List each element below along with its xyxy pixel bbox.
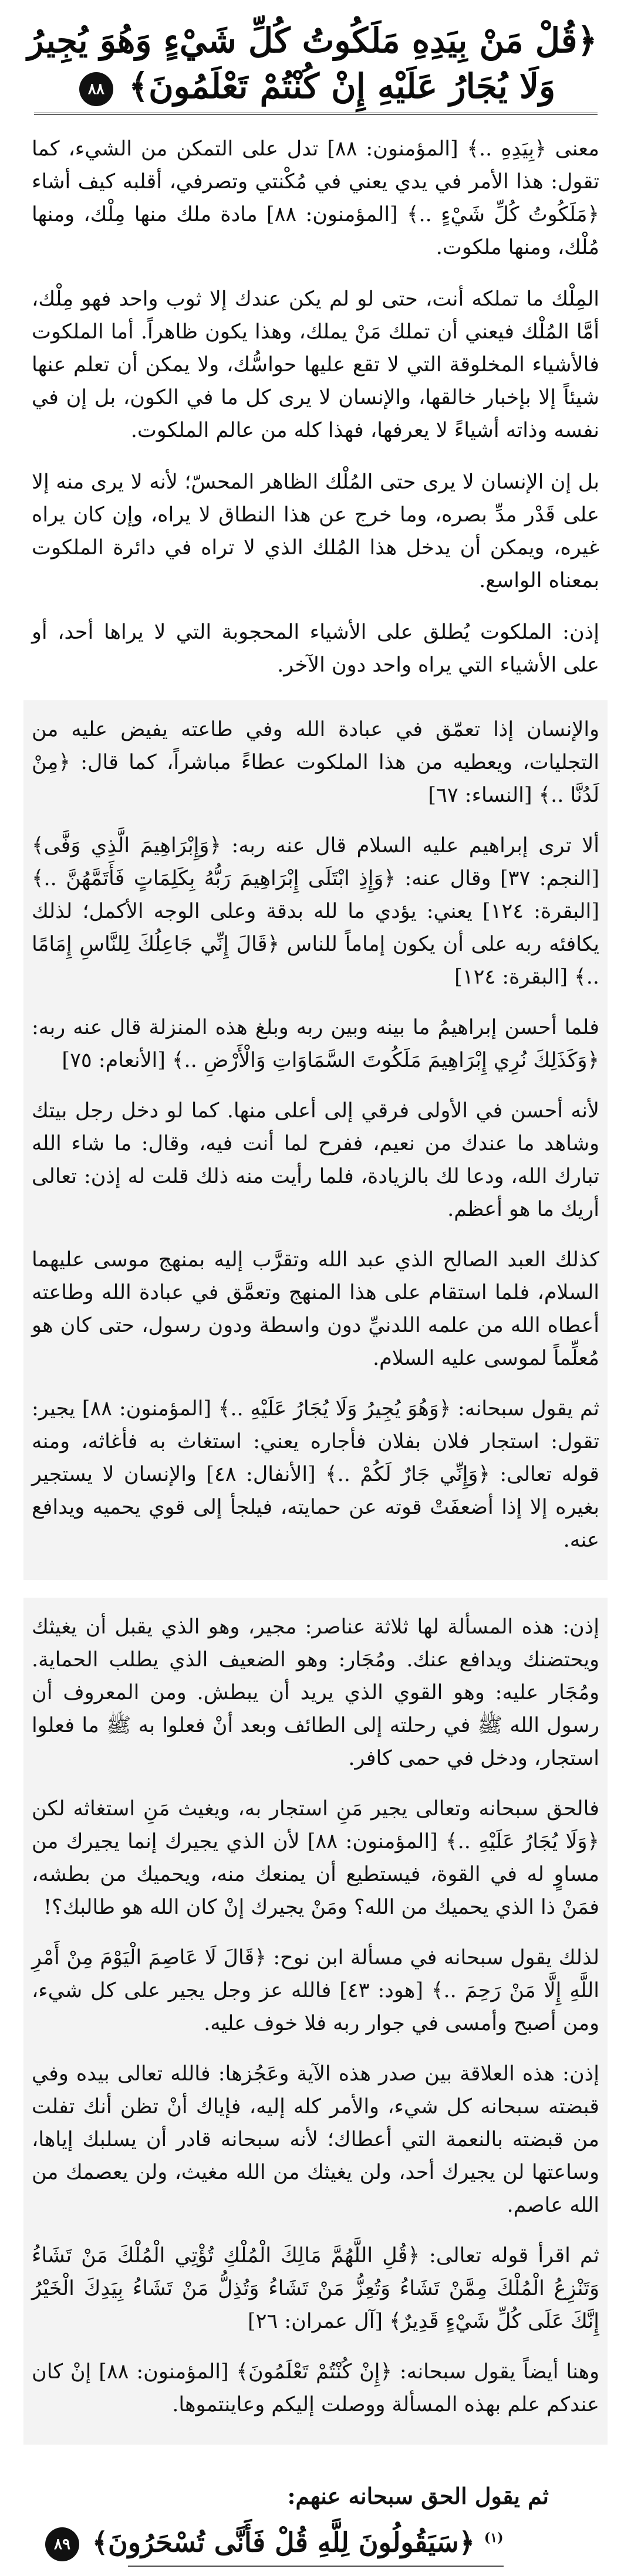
paragraph-yujir: ثم يقول سبحانه: ﴿وَهُوَ يُجِيرُ وَلَا يُجَارُ عَلَيْهِ ..﴾ [المؤمنون: ٨٨] يجير: تقول: استجار فلان بفلان فأجاره يعني: استغاث به فأغاثه، ومنه قوله تعالى: ﴿وَإِنِّي جَارٌ لَكُمْ ..﴾ [الأنفال: ٤٨] والإنسان لا يستجير بغيره إلا إذا أضعفَتْ قوته عن حمايته، فيلجأ إلى قوي يحميه ويدافع عنه. bbox=[32, 1397, 600, 1552]
paragraph-three-elements: إذن: هذه المسألة لها ثلاثة عناصر: مجير، وهو الذي يقبل أن يغيثك ويحتضنك ويدافع عنك. ومُجَار: وهو الضعيف الذي يطلب الحماية. ومُجَار عليه: وهو القوي الذي يريد أن يبطش. ومن المعروف أن رسول الله ﷺ في رحلته إلى الطائف وبعد أنْ فعلوا به ﷺ ما فعلوا استجار، ودخل في حمى كافر. bbox=[32, 1615, 599, 1770]
closing-intro: ثم يقول الحق سبحانه عنهم: bbox=[287, 2483, 549, 2509]
header-verse-banner bbox=[27, 18, 598, 115]
paragraph-relation: إذن: هذه العلاقة بين صدر هذه الآية وعَجُزها: فالله تعالى بيده وفي قبضته سبحانه كل شيء، والأمر كله إليه، فإياك أنْ تظن أنك تفلت من قبضته بالنعمة التي أعطاك؛ لأنه سبحانه قادر أن يسلبك إياها، وساعتها لن يجيرك أحد، ولن يغيثك من الله مغيث، ولن يعصمك من الله عاصم. bbox=[32, 2062, 599, 2217]
paragraph-if-you-know: وهنا أيضاً يقول سبحانه: ﴿إِنْ كُنْتُمْ تَعْلَمُونَ﴾ [المؤمنون: ٨٨] إنْ كان عندكم علم بهذه المسألة ووصلت إليكم وعاينتموها. bbox=[32, 2360, 599, 2416]
paragraph-god-protects: فالحق سبحانه وتعالى يجير مَنِ استجار به، ويغيث مَنِ استغاثه لكن ﴿وَلَا يُجَارُ عَلَيْهِ ..﴾ [المؤمنون: ٨٨] لأن الذي يجيرك إنما يجيرك من مساوٍ له في القوة، فيستطيع أن يمنعك منه، ويحميك من بطشه، فمَنْ ذا الذي يحميك من الله؟ ومَنْ يجيرك إنْ كان الله هو طالبك؟! bbox=[32, 1797, 600, 1919]
footer-verse-text: ﴿سَيَقُولُونَ لِلَّهِ قُلْ فَأَنَّى تُسْحَرُونَ﴾ bbox=[92, 2526, 475, 2558]
section-protection bbox=[23, 1598, 608, 2445]
header-verse-line-2 bbox=[34, 63, 598, 109]
paragraph-meaning: معنى ﴿بِيَدِهِ ..﴾ [المؤمنون: ٨٨] تدل على التمكن من الشيء، كما تقول: هذا الأمر في يدي يعني في مُكْنتي وتصرفي، أقلبه كيف أشاء ﴿مَلَكُوتُ كُلِّ شَيْءٍ ..﴾ [المؤمنون: ٨٨] مادة ملك منها مِلْك، ومنها مُلْك، ومنها ملكوت. bbox=[32, 137, 599, 259]
paragraph-sight: بل إن الإنسان لا يرى حتى المُلْك الظاهر المحسّ؛ لأنه لا يرى منه إلا على قَدْر مدِّ بصره، وما خرج عن هذا النطاق لا يراه، وإن كان يراه غيره، ويمكن أن يدخل هذا المُلك الذي لا تراه في دائرة الملكوت بمعناه الواسع. bbox=[32, 470, 599, 592]
paragraph-ibrahim: ألا ترى إبراهيم عليه السلام قال عنه ربه: ﴿وَإِبْرَاهِيمَ الَّذِي وَفَّى﴾ [النجم: ٣٧] وقال عنه: ﴿وَإِذِ ابْتَلَى إِبْرَاهِيمَ رَبُّهُ بِكَلِمَاتٍ فَأَتَمَّهُنَّ ..﴾ [البقرة: ١٢٤] يعني: يؤدي ما لله بدقة وعلى الوجه الأكمل؛ لذلك يكافئه ربه على أن يكون إماماً للناس ﴿قَالَ إِنِّي جَاعِلُكَ لِلنَّاسِ إِمَامًا ..﴾ [البقرة: ١٢٤] bbox=[32, 834, 599, 989]
ayah-number-mark: ٨٨ bbox=[79, 72, 113, 106]
paragraph-ibrahim-reward: فلما أحسن إبراهيمُ ما بينه وبين ربه وبلغ هذه المنزلة قال عنه ربه: ﴿وَكَذَلِكَ نُرِي إِبْرَاهِيمَ مَلَكُوتَ السَّمَاوَاتِ وَالْأَرْضِ ..﴾ [الأنعام: ٧٥] bbox=[32, 1016, 599, 1072]
paragraph-son-of-nuh: لذلك يقول سبحانه في مسألة ابن نوح: ﴿قَالَ لَا عَاصِمَ الْيَوْمَ مِنْ أَمْرِ اللَّهِ إِلَّا مَنْ رَحِمَ ..﴾ [هود: ٤٣] فالله عز وجل يجير على كل شيء، ومن أصبح وأمسى في جوار ربه فلا خوف عليه. bbox=[32, 1946, 599, 2035]
footer-ayah-number-mark: ٨٩ bbox=[45, 2527, 79, 2561]
header-verse-line-2-text: وَلَا يُجَارُ عَلَيْهِ إِنْ كُنْتُمْ تَعْلَمُونَ﴾ bbox=[129, 66, 556, 106]
paragraph-mulk: المِلْك ما تملكه أنت، حتى لو لم يكن عندك إلا ثوب واحد فهو مِلْك، أمَّا المُلْك فيعني أن تملك مَنْ يملك، وهذا يكون ظاهراً. أما الملكوت فالأشياء المخلوقة التي لا تقع عليها حواسُّك، ولا يمكن أن تعلم عنها شيئاً إلا بإخبار خالقها، والإنسان لا يرى كل ما في الكون، بل إن في نفسه وذاته أشياءً لا يعرفها، فهذا كله من عالم الملكوت. bbox=[32, 287, 600, 442]
footer-verse-banner bbox=[54, 2517, 504, 2567]
paragraph-righteous-servant: كذلك العبد الصالح الذي عبد الله وتقرَّب إليه بمنهج موسى عليهما السلام، فلما استقام على هذا المنهج وتعمَّق في عبادة الله وطاعته أعطاه الله من علمه اللدنيِّ دون واسطة ودون رسول، حتى كان هو مُعلِّماً لموسى عليه السلام. bbox=[32, 1248, 599, 1370]
paragraph-conclusion: إذن: الملكوت يُطلق على الأشياء المحجوبة التي لا يراها أحد، أو على الأشياء التي يراه واحد دون الآخر. bbox=[32, 621, 599, 677]
header-verse-line-1: ﴿قُلْ مَنْ بِيَدِهِ مَلَكُوتُ كُلِّ شَيْءٍ وَهُوَ يُجِيرُ bbox=[27, 21, 598, 60]
paragraph-example: لأنه أحسن في الأولى فرقي إلى أعلى منها. كما لو دخل رجل بيتك وشاهد ما عندك من نعيم، ففرح لما أنت فيه، وقال: ما شاء الله تبارك الله، ودعا لك بالزيادة، فلما رأيت منه ذلك قلت له إذن: تعالى أريك ما هو أعظم. bbox=[32, 1099, 599, 1221]
paragraph-al-imran: ثم اقرأ قوله تعالى: ﴿قُلِ اللَّهُمَّ مَالِكَ الْمُلْكِ تُؤْتِي الْمُلْكَ مَنْ تَشَاءُ وَتَنْزِعُ الْمُلْكَ مِمَّنْ تَشَاءُ وَتُعِزُّ مَنْ تَشَاءُ وَتُذِلُّ مَنْ تَشَاءُ بِيَدِكَ الْخَيْرُ إِنَّكَ عَلَى كُلِّ شَيْءٍ قَدِيرٌ﴾ [آل عمران: ٢٦] bbox=[32, 2244, 599, 2333]
commentary-body bbox=[23, 133, 608, 2567]
paragraph-worship: والإنسان إذا تعمّق في عبادة الله وفي طاعته يفيض عليه من التجليات، ويعطيه من هذا الملكوت عطاءً مباشراً، كما قال: ﴿مِنْ لَدُنَّا ..﴾ [النساء: ٦٧] bbox=[32, 718, 599, 807]
section-ibrahim bbox=[23, 700, 608, 1580]
footnote-reference: (١) bbox=[484, 2530, 504, 2546]
